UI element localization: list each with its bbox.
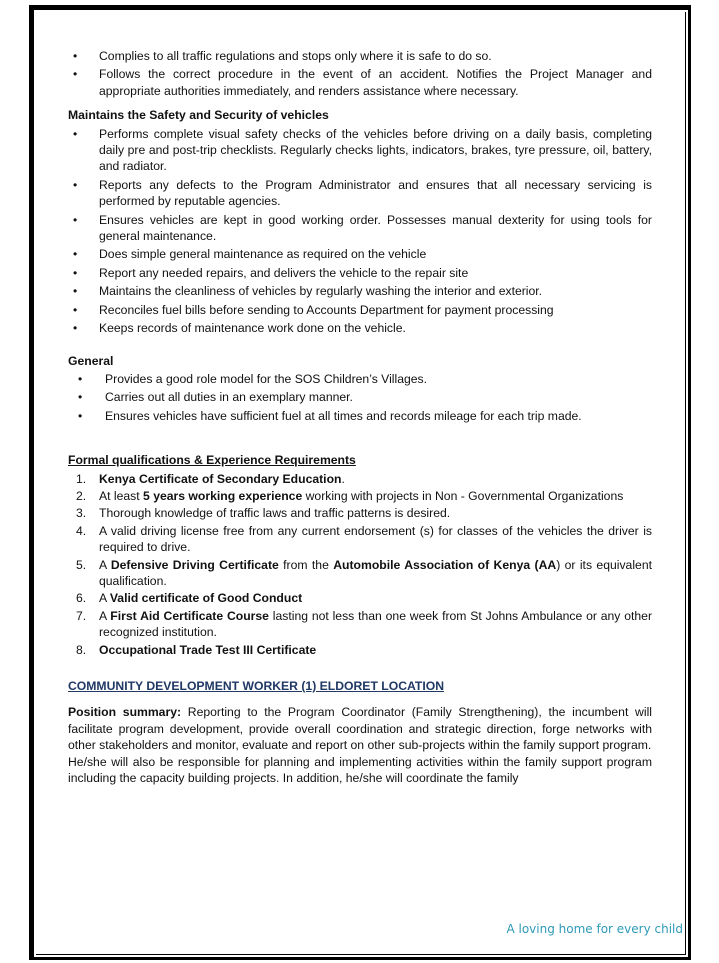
list-item — [68, 471, 652, 487]
safety-bullet-list — [68, 126, 652, 337]
section-heading-safety: Maintains the Safety and Security of vehicles — [68, 108, 329, 123]
list-number: 8. — [76, 642, 87, 657]
list-number: 7. — [76, 608, 87, 623]
list-item: • Performs complete visual safety checks of the vehicles before driving on a daily basis, completing daily pre and post-trip checklists. Regularly checks lights, indicators, brakes, tyre pressure, oil, battery, and radiator. — [68, 126, 652, 175]
list-item — [68, 488, 652, 504]
list-item: • Carries out all duties in an exemplary manner. — [68, 389, 652, 405]
responsibility-paragraph: He/she will also be responsible for planning and implementing activities within the family support program including the capacity building projects. In addition, he/she will coordinate the family — [68, 754, 652, 786]
job-title-heading: COMMUNITY DEVELOPMENT WORKER (1) ELDORET LOCATION — [68, 679, 445, 693]
list-item — [68, 557, 652, 590]
list-item — [68, 590, 652, 606]
list-item: • Ensures vehicles are kept in good working order. Possesses manual dexterity for using tools for general maintenance. — [68, 212, 652, 245]
text: Thorough knowledge of traffic laws and traffic patterns is desired. — [99, 506, 451, 521]
list-item — [68, 608, 652, 641]
text: . — [341, 471, 345, 486]
list-item: • Maintains the cleanliness of vehicles by regularly washing the interior and exterior. — [68, 283, 652, 299]
bold-text: First Aid Certificate Course — [110, 608, 269, 623]
bold-text: Kenya Certificate of Secondary Education — [99, 471, 342, 486]
list-number: 4. — [76, 523, 87, 538]
text: from the — [278, 557, 334, 572]
list-item: • Keeps records of maintenance work done on the vehicle. — [68, 320, 652, 336]
list-item: • Ensures vehicles have sufficient fuel at all times and records mileage for each trip made. — [68, 408, 652, 424]
text: lasting not less than one week from St Johns Ambulance or any other recognized institution. — [99, 608, 653, 640]
text: A valid driving license free from any current endorsement (s) for classes of the vehicles the driver is required to drive. — [99, 523, 652, 555]
position-summary-text: Reporting to the Program Coordinator (Family Strengthening), the incumbent will facilitate program development, provide overall coordination and strategic direction, forge networks with other stakeholders and monitor, evaluate and report on other sub-projects within the family support program. — [68, 705, 652, 753]
document-page — [68, 48, 652, 786]
section-heading-general: General — [68, 353, 114, 368]
bold-text: Occupational Trade Test III Certificate — [99, 642, 317, 657]
bold-text: Defensive Driving Certificate — [110, 557, 279, 572]
bold-text: Automobile Association of Kenya (AA — [333, 557, 557, 572]
footer-tagline: A loving home for every child — [506, 922, 683, 936]
list-item: • Does simple general maintenance as required on the vehicle — [68, 246, 652, 262]
list-item: • Complies to all traffic regulations and stops only where it is safe to do so. — [68, 48, 652, 64]
list-number: 6. — [76, 591, 87, 606]
text: At least — [99, 488, 144, 503]
list-item — [68, 505, 652, 521]
intro-bullet-list — [68, 48, 652, 99]
text: A — [99, 557, 111, 572]
bold-text: Valid certificate of Good Conduct — [109, 591, 303, 606]
section-heading-qualifications: Formal qualifications & Experience Requirements — [68, 453, 356, 468]
list-item — [68, 523, 652, 556]
list-item: • Reconciles fuel bills before sending to Accounts Department for payment processing — [68, 302, 652, 318]
text: working with projects in Non - Governmental Organizations — [302, 488, 624, 503]
text: A — [99, 608, 111, 623]
qualifications-numbered-list — [68, 471, 652, 658]
list-item: • Report any needed repairs, and delivers the vehicle to the repair site — [68, 265, 652, 281]
list-number: 2. — [76, 488, 87, 503]
general-bullet-list — [68, 371, 652, 424]
position-summary-paragraph — [68, 704, 652, 753]
list-item: • Reports any defects to the Program Administrator and ensures that all necessary servicing is performed by reputable agencies. — [68, 177, 652, 210]
list-item — [68, 642, 652, 658]
text: A — [99, 591, 110, 606]
list-number: 3. — [76, 506, 87, 521]
bold-text: 5 years working experience — [143, 488, 303, 503]
position-summary-label: Position summary: — [68, 705, 182, 720]
list-item: • Follows the correct procedure in the event of an accident. Notifies the Project Manager and appropriate authorities immediately, and renders assistance where necessary. — [68, 66, 652, 99]
text: ) or its equivalent qualification. — [99, 557, 652, 588]
list-number: 5. — [76, 557, 87, 572]
list-number: 1. — [76, 471, 87, 486]
list-item: • Provides a good role model for the SOS Children’s Villages. — [68, 371, 652, 387]
